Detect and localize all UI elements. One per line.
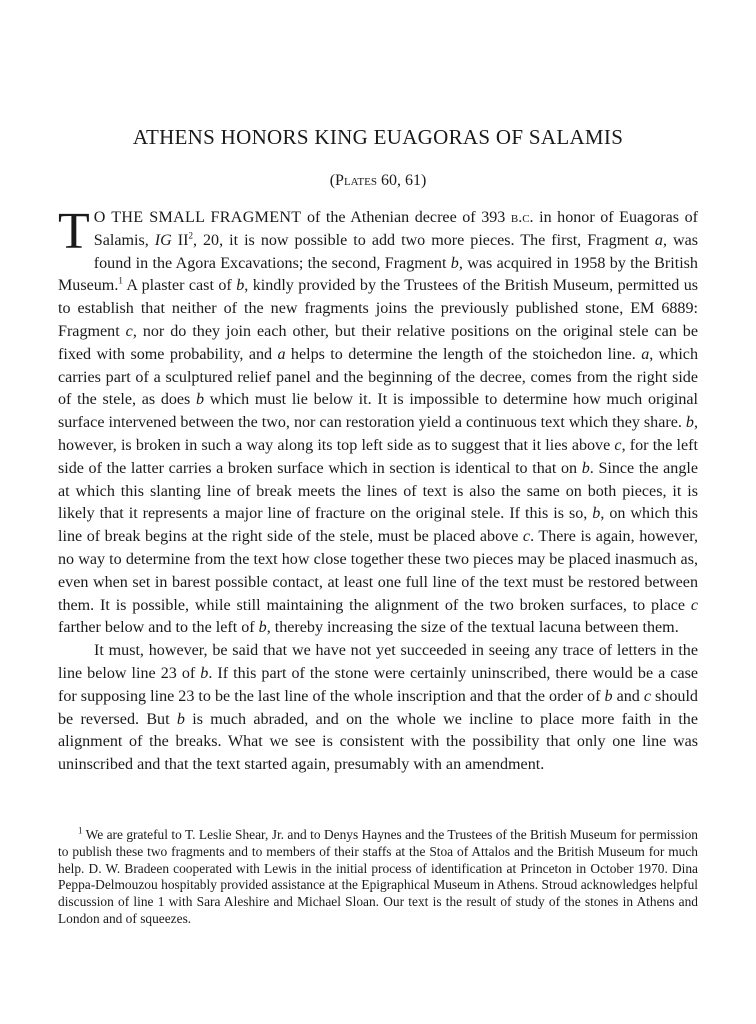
paragraph-1 <box>58 203 699 640</box>
article-title: ATHENS HONORS KING EUAGORAS OF SALAMIS <box>132 125 624 149</box>
text: helps to determine the length of the stoichedon line. <box>285 345 642 363</box>
text: should be reversed. But <box>58 687 698 728</box>
fragment-letter: c <box>522 528 531 546</box>
text: , for the left side of the latter carries a broken surface which in section is identical to that on <box>58 436 698 477</box>
fragment-letter: b <box>450 254 459 272</box>
fragment-letter: c <box>125 322 133 340</box>
ig-abbrev: IG <box>154 231 172 249</box>
fragment-letter: b <box>685 414 694 432</box>
ig-volume: II <box>171 231 189 249</box>
text: , kindly provided by the Trustees of the British Museum, permitted us to establish that neither of the new fragments joins the previously published stone, EM 6889: Fragment <box>58 277 698 340</box>
text: which must lie below it. It is impossible to determine how much original surface intervened between the two, nor can restoration yield a continuous text which they share. <box>58 391 698 432</box>
ig-superscript: 2 <box>188 230 193 241</box>
text: . Since the angle at which this slanting line of break meets the lines of text is also the same on both pieces, it is likely that it represents a major line of fracture on the original stele. If this is so, <box>58 459 698 523</box>
bc-abbrev: b.c. <box>510 209 534 226</box>
fragment-letter: b <box>236 277 245 295</box>
text: farther below and to the left of <box>58 619 259 637</box>
paragraph-2 <box>58 640 698 777</box>
drop-cap: T <box>58 203 90 260</box>
fragment-letter: b <box>196 391 205 409</box>
text: of the Athenian decree of 393 <box>301 209 511 226</box>
footnote-1 <box>58 827 698 928</box>
fragment-letter: a <box>277 345 286 363</box>
footnotes <box>58 827 698 928</box>
footnote-ref[interactable]: 1 <box>118 276 123 287</box>
footnote-number: 1 <box>78 825 83 836</box>
text: A plaster cast of <box>122 277 237 295</box>
text: It must, however, be said that we have not yet succeeded in seeing any trace of letters in the line below line 23 of <box>58 642 698 682</box>
fragment-letter: c <box>690 596 698 614</box>
fragment-letter: b <box>176 710 185 728</box>
text: , was found in the Agora Excavations; the second, Fragment <box>93 231 699 272</box>
article-body <box>58 203 699 777</box>
fragment-letter: b <box>200 664 209 682</box>
text: . There is again, however, no way to determine from the text how close together these two pieces may be placed inasmuch as, even when set in barest possible contact, at least one full line of the text must be restored between them. It is possible, while still maintaining the alignment of the two broken surfaces, to place <box>58 528 698 614</box>
fragment-letter: b <box>592 505 601 523</box>
fragment-letter: a <box>641 345 650 363</box>
text: , nor do they join each other, but their relative positions on the original stele can be fixed with some probability, and <box>58 322 698 363</box>
fragment-letter: c <box>614 436 622 454</box>
text: , was acquired in 1958 by the British Museum. <box>58 254 698 295</box>
fragment-letter: a <box>654 231 663 249</box>
fragment-letter: b <box>258 619 267 637</box>
text: is much abraded, and on the whole we incline to place more faith in the alignment of the breaks. What we see is consistent with the possibility that only one line was uninscribed and that the text started again, presumably with an amendment. <box>58 710 698 774</box>
text: . If this part of the stone were certainly uninscribed, there would be a case for supposing line 23 to be the last line of the whole inscription and that the order of <box>58 664 698 705</box>
text: , however, is broken in such a way along its top left side as to suggest that it lies above <box>58 414 698 454</box>
footnote-text: We are grateful to T. Leslie Shear, Jr. and to Denys Haynes and the Trustees of the British Museum for permission to publish these two fragments and to members of their staffs at the Stoa of Attalos and the British Museum for much help. D. W. Bradeen cooperated with Lewis in the initial process of identification at Princeton in October 1970. Dina Peppa-Delmouzou hospitably provided assistance at the Epigraphical Museum in Athens. Stroud acknowledges helpful discussion of line 1 with Sara Aleshire and Michael Sloan. Our text is the result of study of the stones in Athens and London and of squeezes. <box>58 827 698 926</box>
text: , thereby increasing the size of the textual lacuna between them. <box>266 619 679 637</box>
lead-in-caps: O THE SMALL FRAGMENT <box>93 209 302 226</box>
text: , which carries part of a sculptured relief panel and the beginning of the decree, comes from the right side of the stele, as does <box>58 345 698 409</box>
plates-reference: (Plates 60, 61) <box>329 172 427 189</box>
text: in honor of Euagoras of Salamis, <box>93 209 698 249</box>
text: , 20, it is now possible to add two more pieces. The first, Fragment <box>192 231 655 249</box>
fragment-letter: b <box>581 459 590 477</box>
fragment-letter: b <box>604 687 613 705</box>
text: and <box>612 687 644 705</box>
fragment-letter: c <box>643 687 652 705</box>
text: , on which this line of break begins at the right side of the stele, must be placed above <box>58 505 698 546</box>
